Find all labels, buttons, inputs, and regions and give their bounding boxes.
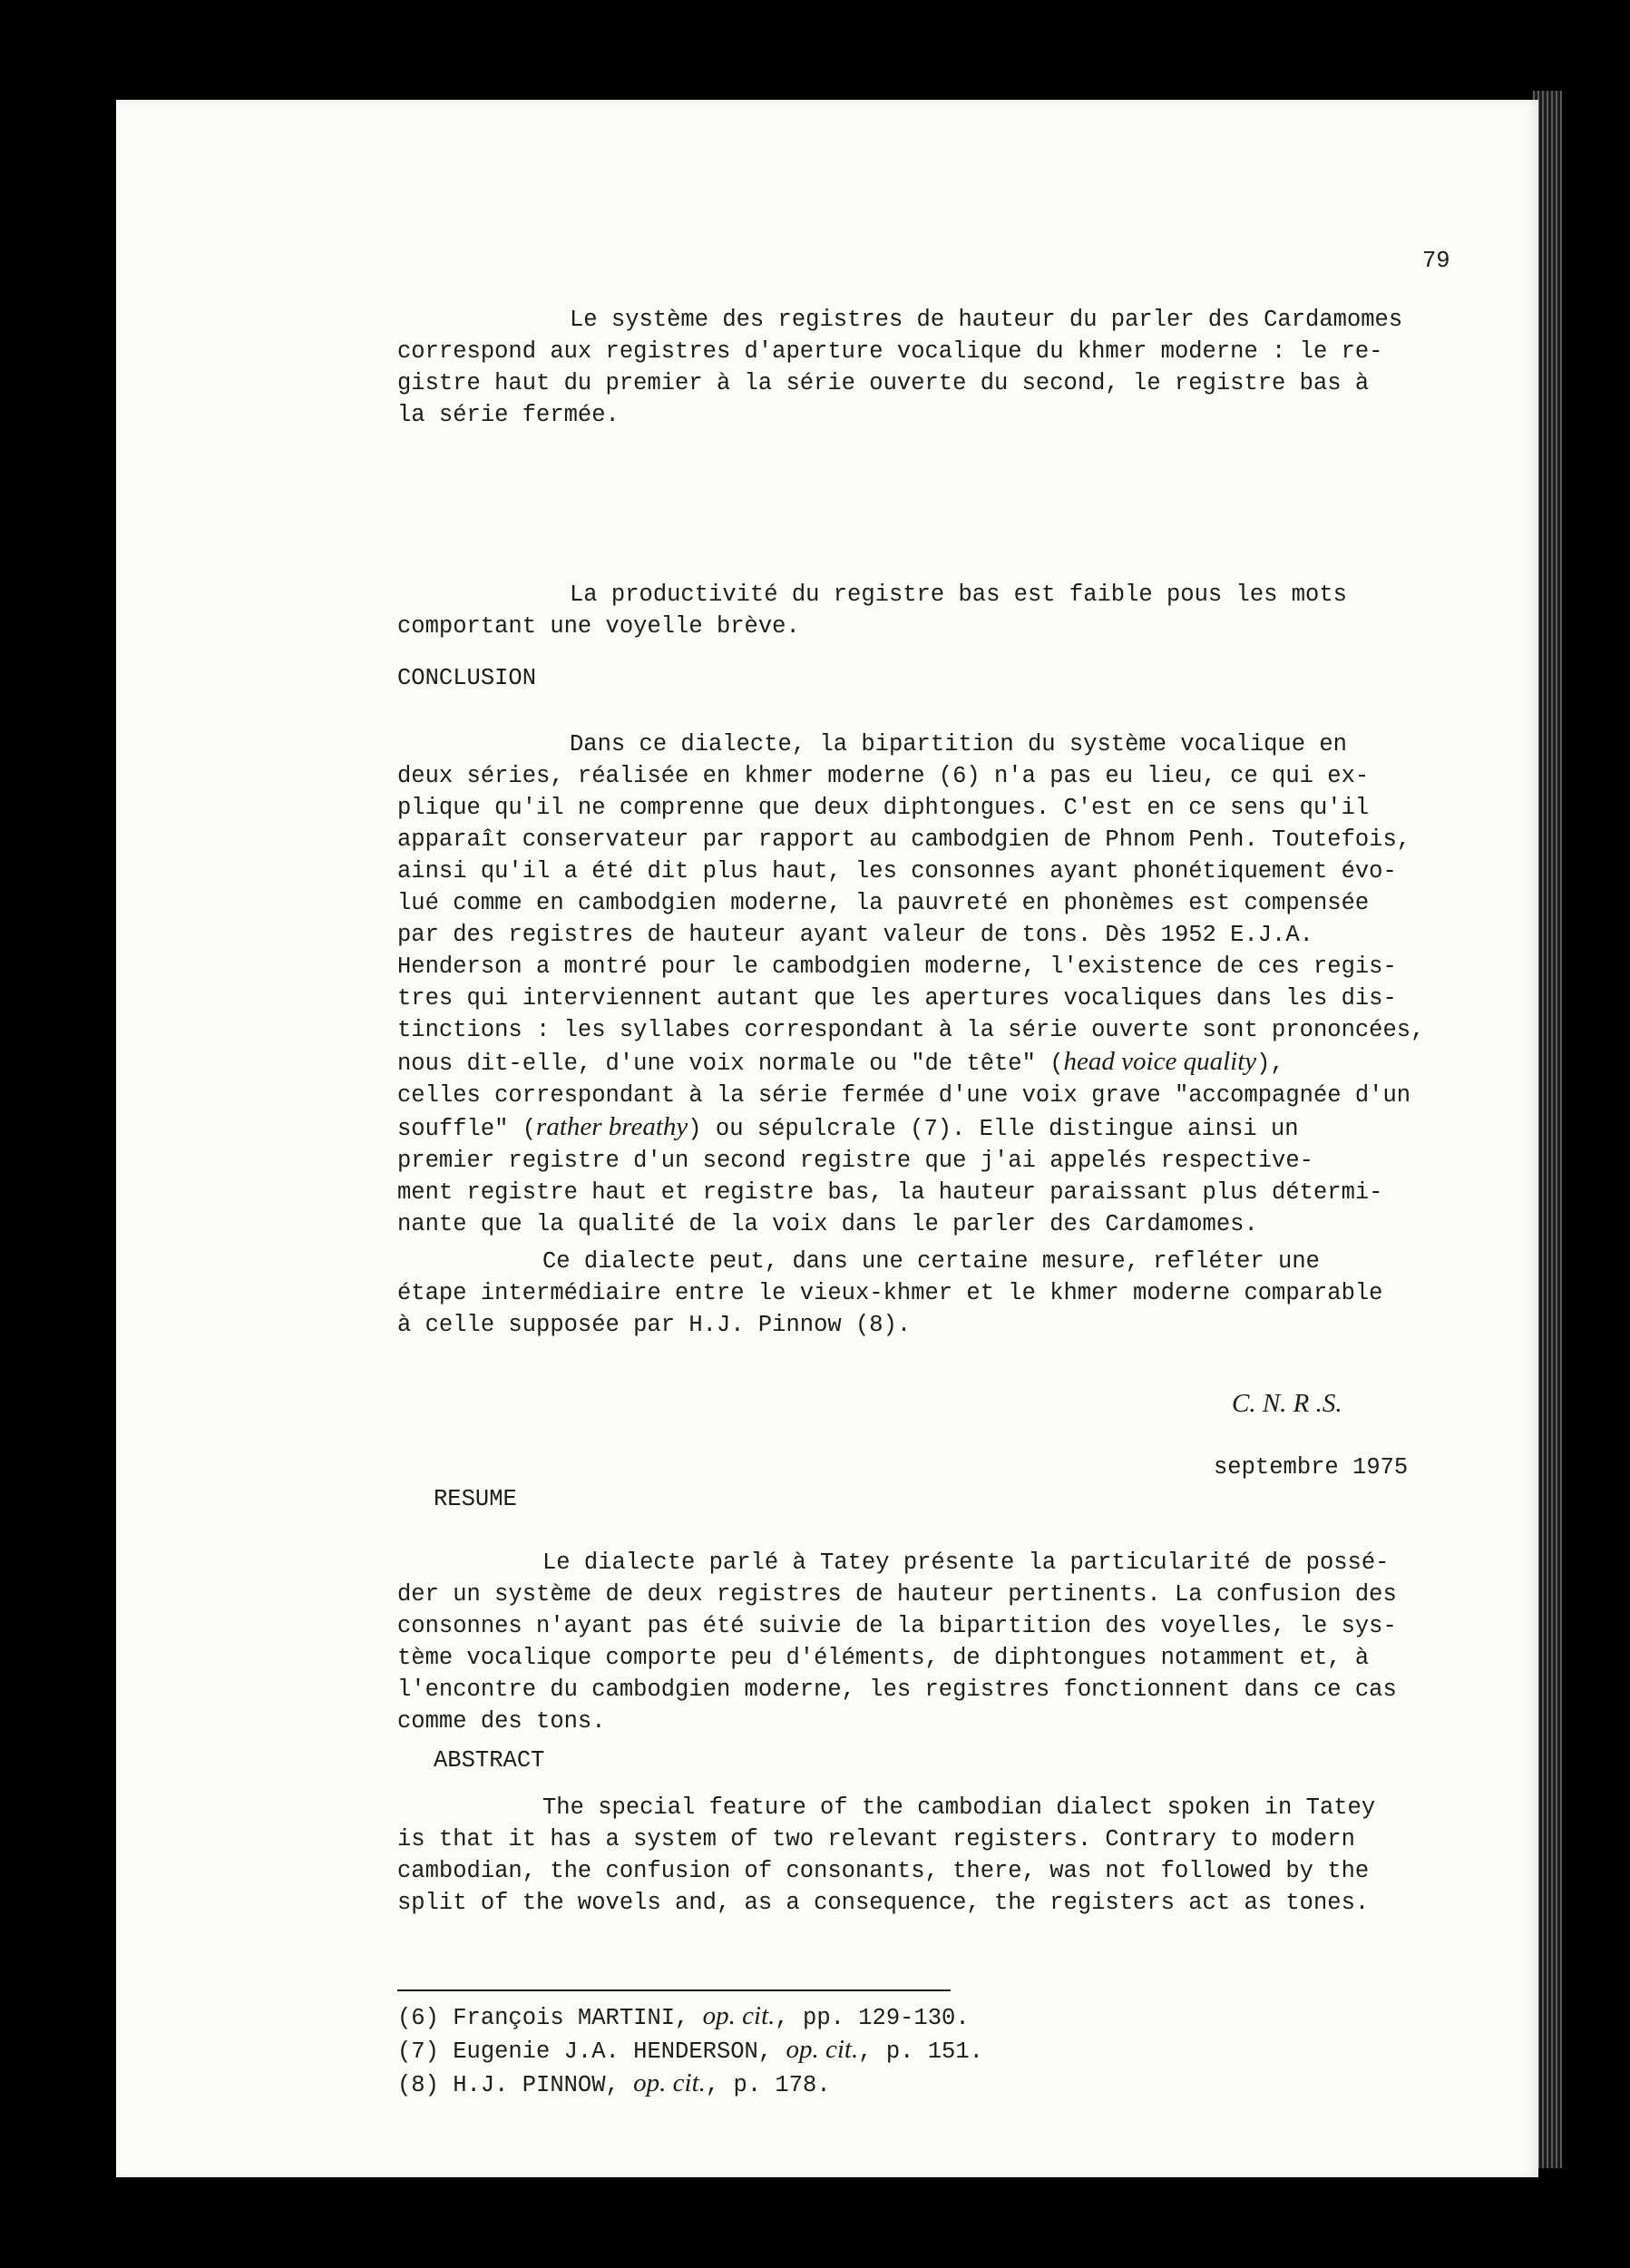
text-line: apparaît conservateur par rapport au cambodgien de Phnom Penh. Toutefois, [397,826,1411,853]
italic-citation: op. cit. [633,2068,706,2097]
signature-date: septembre 1975 [1214,1454,1409,1481]
text-line: Ce dialecte peut, dans une certaine mesure, refléter une [542,1248,1320,1275]
resume-heading: RESUME [434,1486,517,1512]
text-line: à celle supposée par H.J. Pinnow (8). [397,1312,912,1338]
text-fragment: (7) Eugenie J.A. HENDERSON, [397,2038,786,2065]
text-line: split of the wovels and, as a consequence, the registers act as tones. [397,1890,1370,1916]
resume-paragraph [397,1547,1513,1737]
text-line: Le système des registres de hauteur du parler des Cardamomes [570,307,1403,333]
text-line: Henderson a montré pour le cambodgien moderne, l'existence de ces regis- [397,953,1397,980]
text-line [397,1111,1513,1145]
text-line: correspond aux registres d'aperture vocalique du khmer moderne : le re- [397,338,1383,365]
text-line: premier registre d'un second registre que j'ai appelés respective- [397,1148,1313,1174]
text-line: Le dialecte parlé à Tatey présente la particularité de possé- [542,1549,1390,1576]
conclusion-heading: CONCLUSION [397,665,537,691]
footnotes [397,2000,1513,2101]
abstract-paragraph [397,1792,1513,1919]
text-fragment: ) ou sépulcrale (7). Elle distingue ainsi un [688,1116,1299,1142]
text-line [397,1046,1513,1080]
italic-quote: rather breathy [536,1112,688,1141]
scanned-page [116,100,1538,2177]
page-number: 79 [1422,248,1450,274]
text-line: l'encontre du cambodgien moderne, les registres fonctionnent dans ce cas [397,1677,1397,1703]
text-line: lué comme en cambodgien moderne, la pauvreté en phonèmes est compensée [397,890,1370,916]
footnote [397,2068,1513,2101]
footnote-separator [397,1989,951,1991]
footnote [397,2000,1513,2034]
conclusion-paragraph-1 [397,728,1513,1240]
text-line: la série fermée. [397,402,620,428]
text-line: celles correspondant à la série fermée d'une voix grave "accompagnée d'un [397,1082,1411,1109]
intro-paragraph-2 [397,579,1513,642]
text-line: comportant une voyelle brève. [397,613,800,640]
text-line: ment registre haut et registre bas, la hauteur paraissant plus détermi- [397,1179,1383,1206]
text-fragment: , p. 178. [705,2072,831,2098]
text-fragment: , pp. 129-130. [775,2005,970,2031]
text-line: deux séries, réalisée en khmer moderne (6) n'a pas eu lieu, ce qui ex- [397,763,1370,789]
text-line: comme des tons. [397,1708,606,1735]
text-line: tinctions : les syllabes correspondant à la série ouverte sont prononcées, [397,1017,1425,1043]
text-line: Dans ce dialecte, la bipartition du système vocalique en [570,731,1347,758]
text-line: is that it has a system of two relevant registers. Contrary to modern [397,1826,1355,1853]
text-line: consonnes n'ayant pas été suivie de la bipartition des voyelles, le sys- [397,1613,1397,1639]
text-fragment: nous dit-elle, d'une voix normale ou "de tête" ( [397,1051,1064,1077]
text-fragment: (8) H.J. PINNOW, [397,2072,634,2098]
text-fragment: (6) François MARTINI, [397,2005,703,2031]
italic-citation: op. cit. [786,2035,859,2064]
italic-quote: head voice quality [1063,1047,1257,1076]
text-line: The special feature of the cambodian dialect spoken in Tatey [542,1794,1376,1821]
text-line: tres qui interviennent autant que les apertures vocaliques dans les dis- [397,985,1397,1012]
signature-institution: C. N. R .S. [1232,1389,1342,1418]
abstract-heading: ABSTRACT [434,1747,545,1774]
text-line: étape intermédiaire entre le vieux-khmer et le khmer moderne comparable [397,1280,1383,1306]
text-fragment: , p. 151. [858,2038,983,2065]
italic-citation: op. cit. [702,2001,776,2030]
intro-paragraph-1 [397,304,1513,431]
text-line: der un système de deux registres de hauteur pertinents. La confusion des [397,1581,1397,1608]
text-line: nante que la qualité de la voix dans le parler des Cardamomes. [397,1211,1258,1237]
text-fragment: souffle" ( [397,1116,537,1142]
text-fragment: ), [1256,1051,1284,1077]
text-line: cambodian, the confusion of consonants, there, was not followed by the [397,1858,1370,1884]
text-line: gistre haut du premier à la série ouverte du second, le registre bas à [397,370,1370,396]
text-line: tème vocalique comporte peu d'éléments, de diphtongues notamment et, à [397,1645,1370,1671]
text-line: par des registres de hauteur ayant valeur de tons. Dès 1952 E.J.A. [397,922,1313,948]
footnote [397,2034,1513,2068]
conclusion-paragraph-2 [397,1246,1513,1341]
text-line: ainsi qu'il a été dit plus haut, les consonnes ayant phonétiquement évo- [397,858,1397,885]
text-line: La productivité du registre bas est faible pous les mots [570,582,1347,608]
text-line: plique qu'il ne comprenne que deux diphtongues. C'est en ce sens qu'il [397,795,1370,821]
